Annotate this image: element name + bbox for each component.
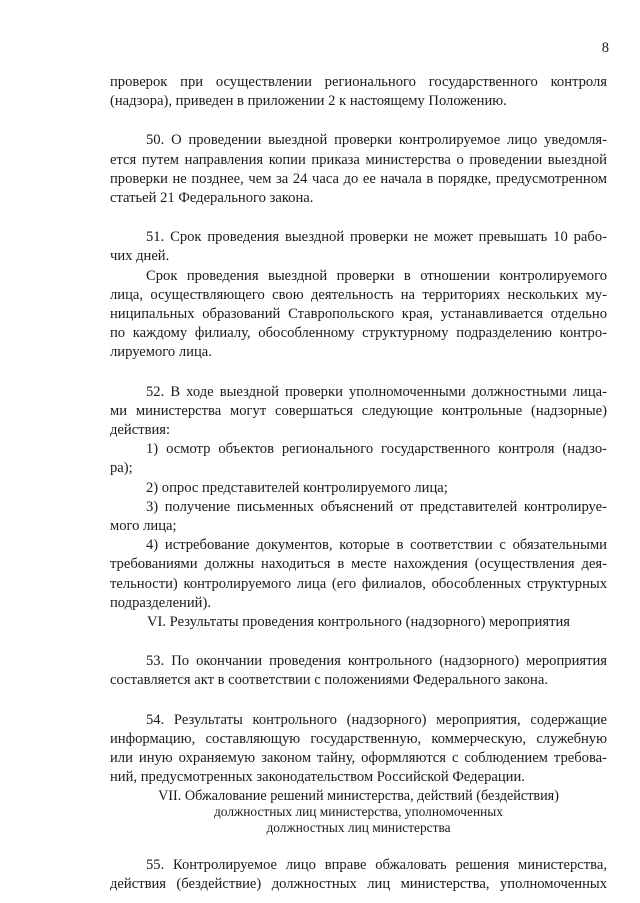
heading-line: должностных лиц министерства, уполномоченных: [213, 803, 503, 819]
text-line: или иную охраняемую законом тайну, оформляются с соблюдением требова-: [110, 750, 607, 767]
section-heading-6: [110, 613, 607, 632]
text-line: тельности) контролируемого лица (его филиалов, обособленных структурных: [110, 575, 607, 592]
text-line: лица, осуществляющего свою деятельность на территориях нескольких му-: [110, 286, 607, 303]
text-line: чих дней.: [110, 248, 170, 265]
text-line: 4) истребование документов, которые в соответствии с обязательными: [146, 537, 607, 554]
text-line: проверки не позднее, чем за 24 часа до ее начала в порядке, предусмотренном: [110, 170, 607, 187]
text-line: (надзора), приведен в приложении 2 к настоящему Положению.: [110, 93, 507, 110]
text-line: 50. О проведении выездной проверки контролируемое лицо уведомля-: [146, 132, 607, 149]
text-line: 55. Контролируемое лицо вправе обжаловать решения министерства,: [146, 856, 607, 873]
text-line: статьей 21 Федерального закона.: [110, 190, 314, 207]
heading-line: VI. Результаты проведения контрольного (надзорного) мероприятия: [146, 614, 571, 631]
text-line: по каждому филиалу, обособленному структурному подразделению контро-: [110, 325, 607, 342]
paragraph-52: [110, 383, 607, 441]
text-line: подразделений).: [110, 594, 211, 611]
text-line: проверок при осуществлении регионального государственного контроля: [110, 74, 607, 90]
text-line: 52. В ходе выездной проверки уполномоченными должностными лица-: [146, 383, 607, 400]
text-line: составляется акт в соответствии с положениями Федерального закона.: [110, 672, 548, 689]
section-heading-7: [110, 788, 607, 836]
list-item-2: [110, 479, 607, 498]
text-line: ми министерства могут совершаться следующие контрольные (надзорные): [110, 402, 607, 419]
paragraph-51-term: [110, 267, 607, 363]
text-line: требованиями должны находиться в месте нахождения (осуществления дея-: [110, 556, 607, 573]
text-line: Срок проведения выездной проверки в отношении контролируемого: [146, 267, 607, 284]
text-line: мого лица;: [110, 518, 177, 535]
text-line: действия (бездействие) должностных лиц министерства, уполномоченных: [110, 875, 607, 892]
text-line: ра);: [110, 460, 133, 477]
text-line: 3) получение письменных объяснений от представителей контролируе-: [146, 498, 607, 515]
text-line: информацию, составляющую государственную, коммерческую, служебную: [110, 730, 607, 747]
paragraph-51: [110, 228, 607, 266]
paragraph-55: [110, 856, 607, 894]
list-item-3: [110, 498, 607, 536]
text-line: 1) осмотр объектов регионального государственного контроля (надзо-: [146, 441, 607, 458]
text-line: ниципальных образований Ставропольского края, устанавливается отдельно: [110, 306, 607, 323]
paragraph-53: [110, 652, 607, 690]
text-line: ний, предусмотренных законодательством Российской Федерации.: [110, 769, 525, 786]
text-line: лируемого лица.: [110, 344, 212, 361]
page-number: 8: [601, 40, 609, 56]
paragraph-continuation: [110, 73, 607, 111]
text-line: ется путем направления копии приказа министерства о проведении выездной: [110, 151, 607, 168]
text-line: 2) опрос представителей контролируемого лица;: [146, 479, 448, 496]
text-line: 53. По окончании проведения контрольного (надзорного) мероприятия: [146, 653, 607, 670]
paragraph-50: [110, 131, 607, 208]
list-item-4: [110, 536, 607, 613]
document-body: [110, 73, 607, 894]
text-line: действия:: [110, 422, 171, 439]
paragraph-54: [110, 711, 607, 788]
list-item-1: [110, 440, 607, 478]
heading-line: VII. Обжалование решений министерства, действий (бездействия): [158, 787, 559, 804]
heading-line: должностных лиц министерства: [266, 819, 451, 835]
text-line: 51. Срок проведения выездной проверки не может превышать 10 рабо-: [146, 229, 607, 246]
text-line: 54. Результаты контрольного (надзорного) мероприятия, содержащие: [146, 711, 607, 728]
